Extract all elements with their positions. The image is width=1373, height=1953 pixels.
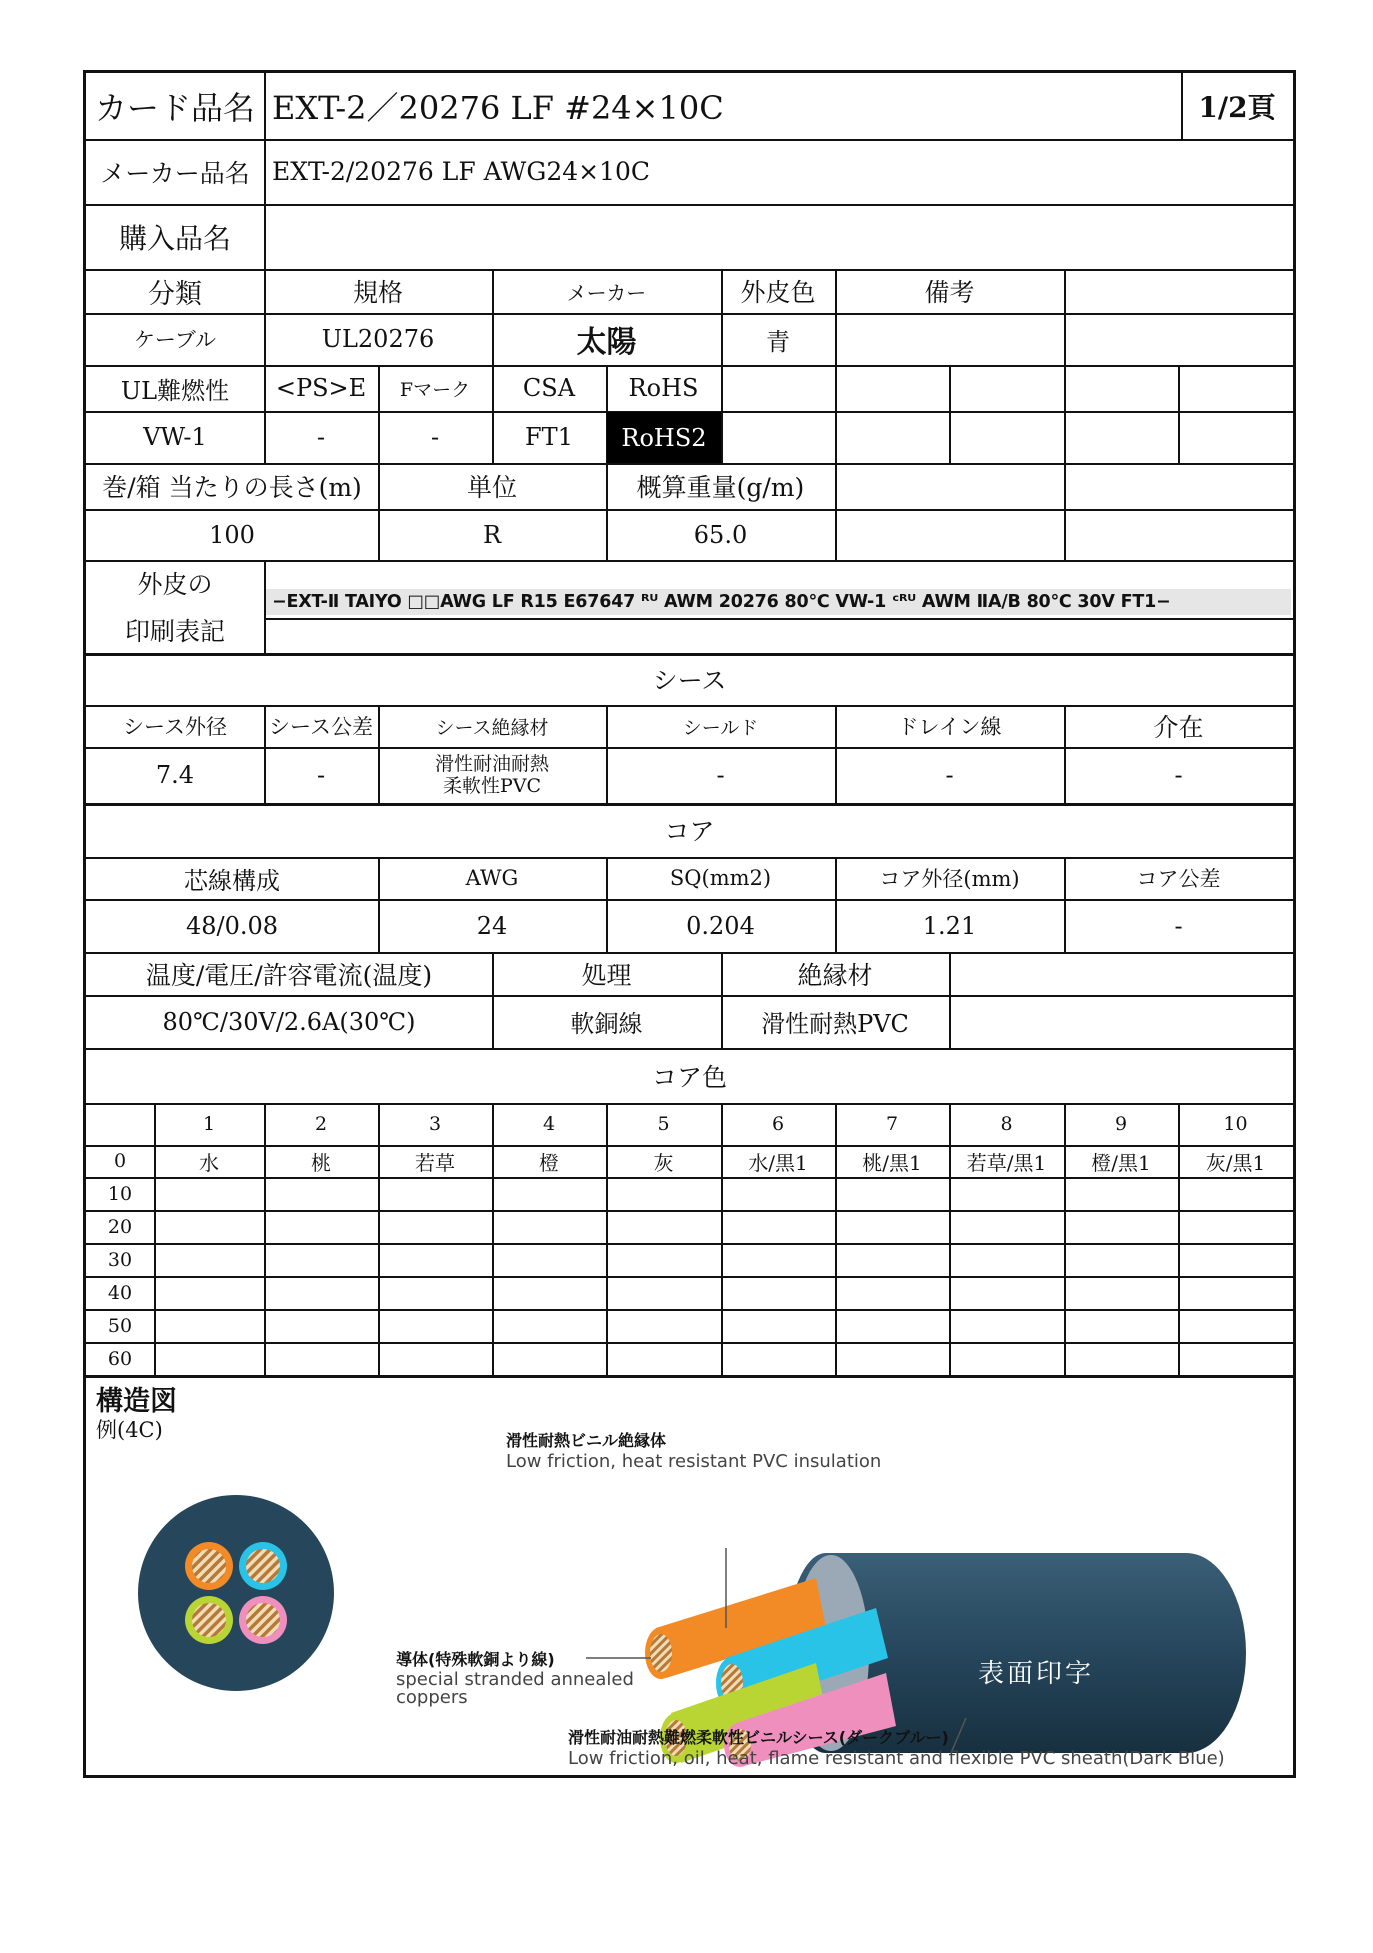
treatment-value: 軟銅線 <box>570 1010 643 1038</box>
insulation-label-en: Low friction, heat resistant PVC insulation <box>506 1450 882 1472</box>
color-cell: 桃/黒1 <box>862 1150 922 1175</box>
structure-example-label: 例(4C) <box>96 1418 163 1442</box>
color-col-3: 3 <box>428 1113 442 1135</box>
sq-value: 0.204 <box>686 911 755 940</box>
color-cell: 橙/黒1 <box>1091 1150 1151 1175</box>
extra-header <box>1064 269 1293 313</box>
unit-header: 単位 <box>466 473 517 502</box>
pse-value: - <box>316 423 326 451</box>
maker-name-value: EXT-2/20276 LF AWG24×10C <box>272 157 651 186</box>
color-cell: 若草/黒1 <box>966 1150 1047 1175</box>
core-color-section-title: コア色 <box>651 1062 727 1092</box>
print-label-line1: 外皮の <box>137 570 213 599</box>
standard-value: UL20276 <box>321 325 435 353</box>
csa-value: FT1 <box>525 423 573 451</box>
core-od-header: コア外径(mm) <box>879 867 1020 891</box>
color-row-index: 40 <box>107 1281 133 1304</box>
rating-value: 80℃/30V/2.6A(30℃) <box>162 1007 416 1036</box>
standard-header: 規格 <box>352 278 403 307</box>
color-cell: 灰/黒1 <box>1205 1150 1266 1175</box>
color-cell: 灰 <box>653 1150 674 1175</box>
cable-spec-card <box>83 70 1296 1778</box>
ul-flame-header: UL難燃性 <box>120 376 230 405</box>
unit-value: R <box>482 520 502 549</box>
maker-name-label: メーカー品名 <box>100 158 250 188</box>
insulation-value: 滑性耐熱PVC <box>761 1010 909 1038</box>
color-cell: 若草 <box>415 1150 455 1175</box>
card-name-value: EXT-2／20276 LF #24×10C <box>272 89 724 127</box>
core-tolerance-header: コア公差 <box>1136 867 1221 891</box>
color-col-4: 4 <box>542 1113 556 1135</box>
shield-value: - <box>716 761 725 789</box>
conductor-label-jp: 導体(特殊軟銅より線) <box>396 1649 555 1669</box>
awg-value: 24 <box>476 911 508 940</box>
color-col-10: 10 <box>1223 1113 1248 1135</box>
color-col-2: 2 <box>314 1113 328 1135</box>
rating-header: 温度/電圧/許容電流(温度) <box>145 960 433 990</box>
core-tolerance-value: - <box>1174 911 1183 940</box>
drain-wire-value: - <box>945 761 954 789</box>
maker-value: 太陽 <box>576 325 637 360</box>
csa-header: CSA <box>522 374 576 402</box>
jacket-color-header: 外皮色 <box>740 278 816 307</box>
f-mark-header: Fマーク <box>399 378 471 401</box>
conductor-label-en-1: special stranded annealed <box>396 1668 634 1690</box>
sheath-od-value: 7.4 <box>155 761 195 789</box>
color-col-7: 7 <box>885 1113 899 1135</box>
shield-header: シールド <box>682 716 759 739</box>
remarks-value <box>835 313 1064 365</box>
pse-header: <PS>E <box>275 374 367 402</box>
classification-value: ケーブル <box>133 328 217 352</box>
rohs-value-badge: RoHS2 <box>607 412 721 463</box>
jacket-color-value: 青 <box>766 327 790 356</box>
f-mark-value: - <box>430 423 440 451</box>
color-row-index: 60 <box>107 1347 133 1370</box>
color-cell: 水 <box>199 1150 219 1175</box>
color-row-index: 30 <box>107 1248 133 1271</box>
color-row-index: 50 <box>107 1314 133 1337</box>
extra-value <box>1064 313 1293 365</box>
sheath-label-en: Low friction, oil, heat, flame resistant and flexible PVC sheath(Dark Blue) <box>568 1747 1225 1769</box>
weight-value: 65.0 <box>693 520 748 549</box>
rohs-header: RoHS <box>628 374 699 402</box>
leader-lines <box>86 1373 1293 1778</box>
conductor-label-en-2: coppers <box>396 1686 468 1708</box>
color-col-6: 6 <box>771 1113 785 1135</box>
core-od-value: 1.21 <box>922 911 977 940</box>
purchase-name-label: 購入品名 <box>118 221 231 255</box>
print-marking-text: −EXT-Ⅱ TAIYO □□AWG LF R15 E67647 ᴿᵁ AWM 20276 80℃ VW-1 ᶜᴿᵁ AWM ⅡA/B 80℃ 30V FT1− <box>272 592 1171 612</box>
length-per-reel-value: 100 <box>209 520 255 549</box>
awg-header: AWG <box>465 866 519 890</box>
color-col-1: 1 <box>202 1113 216 1135</box>
strand-header: 芯線構成 <box>184 866 280 895</box>
remarks-header: 備考 <box>924 278 975 307</box>
page-indicator: 1/2頁 <box>1198 91 1276 124</box>
insulation-label-jp: 滑性耐熱ビニル絶縁体 <box>506 1430 667 1450</box>
classification-header: 分類 <box>148 278 202 310</box>
sheath-tolerance-header: シース公差 <box>269 715 373 739</box>
maker-header: メーカー <box>566 280 647 305</box>
color-cell: 水/黒1 <box>748 1150 808 1175</box>
sq-header: SQ(mm2) <box>669 866 772 890</box>
surface-print-label: 表面印字 <box>977 1658 1094 1689</box>
print-label-line2: 印刷表記 <box>124 616 225 646</box>
color-row-index: 20 <box>107 1215 133 1238</box>
card-name-label: カード品名 <box>94 89 255 127</box>
purchase-name-value <box>272 204 1272 269</box>
weight-header: 概算重量(g/m) <box>636 473 805 502</box>
strand-value: 48/0.08 <box>185 911 279 940</box>
length-per-reel-header: 巻/箱 当たりの長さ(m) <box>102 473 362 502</box>
sheath-material-value: 滑性耐油耐熱 柔軟性PVC <box>434 753 549 797</box>
color-cell: 橙 <box>539 1150 559 1175</box>
color-cell: 桃 <box>311 1150 331 1175</box>
sheath-material-header: シース絶縁材 <box>435 716 549 739</box>
treatment-header: 処理 <box>581 960 632 990</box>
color-row-index: 0 <box>113 1150 127 1172</box>
filler-value: - <box>1174 761 1183 789</box>
color-col-9: 9 <box>1114 1113 1128 1135</box>
sheath-label-jp: 滑性耐油耐熱難燃柔軟性ビニルシース(ダークブルー) <box>568 1727 949 1747</box>
structure-title: 構造図 <box>96 1385 177 1417</box>
insulation-header: 絶縁材 <box>797 960 873 990</box>
drain-wire-header: ドレイン線 <box>897 715 1002 739</box>
color-col-8: 8 <box>1000 1113 1013 1135</box>
color-col-5: 5 <box>657 1113 670 1135</box>
sheath-od-header: シース外径 <box>123 715 227 739</box>
ul-flame-value: VW-1 <box>143 423 207 451</box>
color-row-index: 10 <box>107 1182 133 1205</box>
sheath-tolerance-value: - <box>316 761 326 789</box>
filler-header: 介在 <box>1153 713 1204 742</box>
core-section-title: コア <box>664 817 715 846</box>
sheath-section-title: シース <box>652 666 727 695</box>
